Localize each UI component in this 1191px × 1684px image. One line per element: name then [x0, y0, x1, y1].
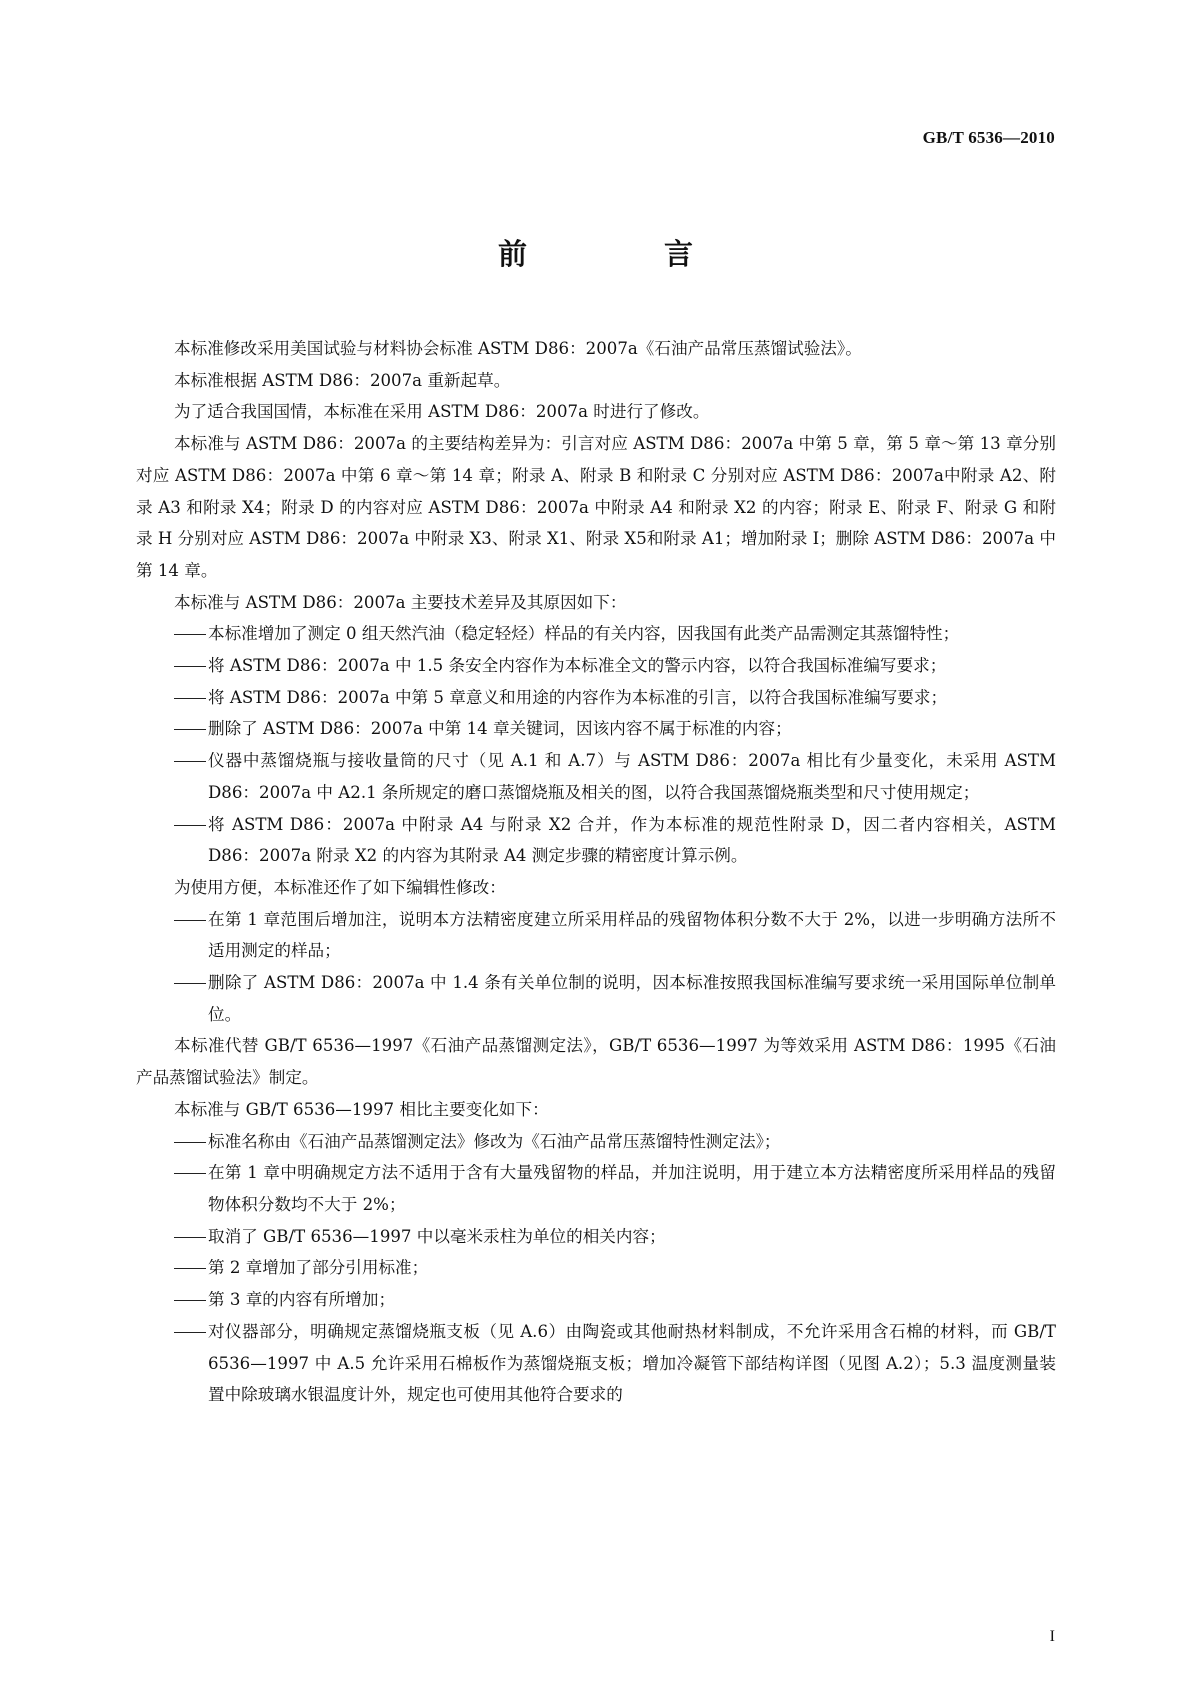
list-item-text: 在第 1 章中明确规定方法不适用于含有大量残留物的样品，并加注说明，用于建立本方法精密度所采用样品的残留物体积分数均不大于 2%；	[208, 1163, 1056, 1214]
list-item	[136, 1252, 1056, 1284]
list-item	[136, 745, 1056, 808]
list-item	[136, 1221, 1056, 1253]
foreword-body	[136, 333, 1056, 1411]
paragraph: 本标准修改采用美国试验与材料协会标准 ASTM D86：2007a《石油产品常压蒸馏试验法》。	[174, 339, 862, 358]
list-item-text: 在第 1 章范围后增加注，说明本方法精密度建立所采用样品的残留物体积分数不大于 2%，以进一步明确方法所不适用测定的样品；	[208, 909, 1056, 961]
paragraph: 为使用方便，本标准还作了如下编辑性修改：	[174, 877, 506, 897]
list-item	[136, 967, 1056, 1030]
paragraph: 本标准与 GB/T 6536—1997 相比主要变化如下：	[174, 1099, 549, 1119]
list-item	[136, 904, 1056, 967]
paragraph: 为了适合我国国情，本标准在采用 ASTM D86：2007a 时进行了修改。	[174, 402, 710, 422]
list-item	[136, 713, 1056, 745]
list-item	[136, 809, 1056, 872]
list-item	[136, 1157, 1056, 1220]
paragraph: 本标准与 ASTM D86：2007a 主要技术差异及其原因如下：	[174, 592, 627, 612]
list-item	[136, 618, 1056, 650]
list-item-text: 取消了 GB/T 6536—1997 中以毫米汞柱为单位的相关内容；	[208, 1226, 666, 1246]
list-item-text: 将 ASTM D86：2007a 中附录 A4 与附录 X2 合并，作为本标准的规范性附录 D，因二者内容相关，ASTM D86：2007a 附录 X2 的内容为其附录 A4 测定步骤的精密度计算示例。	[208, 814, 1056, 866]
list-item-text: 将 ASTM D86：2007a 中第 5 章意义和用途的内容作为本标准的引言，以符合我国标准编写要求；	[208, 687, 948, 707]
list-item-text: 标准名称由《石油产品蒸馏测定法》修改为《石油产品常压蒸馏特性测定法》；	[208, 1131, 781, 1151]
list-item-text: 删除了 ASTM D86：2007a 中 1.4 条有关单位制的说明，因本标准按照我国标准编写要求统一采用国际单位制单位。	[208, 973, 1056, 1024]
paragraph: 本标准与 ASTM D86：2007a 的主要结构差异为：引言对应 ASTM D86：2007a 中第 5 章，第 5 章～第 13 章分别对应 ASTM D86：2007a 中第 6 章～第 14 章；附录 A、附录 B 和附录 C 分别对应 ASTM D86：2007a中附录 A2、附录 A3 和附录 X4；附录 D 的内容对应 ASTM D86：2007a 中附录 A4 和附录 X2 的内容；附录 E、附录 F、附录 G 和附录 H 分别对应 ASTM D86：2007a 中附录 X3、附录 X1、附录 X5和附录 A1；增加附录 I；删除 ASTM D86：2007a 中第 14 章。	[136, 434, 1056, 580]
list-item-text: 第 2 章增加了部分引用标准；	[208, 1258, 429, 1278]
list-item-text: 仪器中蒸馏烧瓶与接收量筒的尺寸（见 A.1 和 A.7）与 ASTM D86：2007a 相比有少量变化，未采用 ASTM D86：2007a 中 A2.1 条所规定的磨口蒸馏烧瓶及相关的图，以符合我国蒸馏烧瓶类型和尺寸使用规定；	[208, 751, 1056, 802]
list-item	[136, 650, 1056, 682]
page-number: I	[1049, 1628, 1055, 1645]
list-item-text: 第 3 章的内容有所增加；	[208, 1290, 396, 1310]
list-item	[136, 1126, 1056, 1158]
list-item-text: 删除了 ASTM D86：2007a 中第 14 章关键词，因该内容不属于标准的内容；	[208, 719, 792, 739]
list-item	[136, 1284, 1056, 1316]
page-title: 前 言	[497, 237, 747, 271]
paragraph: 本标准代替 GB/T 6536—1997《石油产品蒸馏测定法》，GB/T 6536—1997 为等效采用 ASTM D86：1995《石油产品蒸馏试验法》制定。	[136, 1036, 1056, 1088]
list-item	[136, 1316, 1056, 1411]
paragraph: 本标准根据 ASTM D86：2007a 重新起草。	[174, 370, 511, 390]
standard-code: GB/T 6536—2010	[922, 128, 1055, 147]
list-item-text: 对仪器部分，明确规定蒸馏烧瓶支板（见 A.6）由陶瓷或其他耐热材料制成，不允许采用含石棉的材料，而 GB/T 6536—1997 中 A.5 允许采用石棉板作为蒸馏烧瓶支板；增加冷凝管下部结构详图（见图 A.2）；5.3 温度测量装置中除玻璃水银温度计外，规定也可使用其他符合要求的	[208, 1321, 1056, 1405]
list-item-text: 本标准增加了测定 0 组天然汽油（稳定轻烃）样品的有关内容，因我国有此类产品需测定其蒸馏特性；	[208, 624, 960, 644]
list-item-text: 将 ASTM D86：2007a 中 1.5 条安全内容作为本标准全文的警示内容，以符合我国标准编写要求；	[208, 656, 947, 676]
list-item	[136, 682, 1056, 714]
